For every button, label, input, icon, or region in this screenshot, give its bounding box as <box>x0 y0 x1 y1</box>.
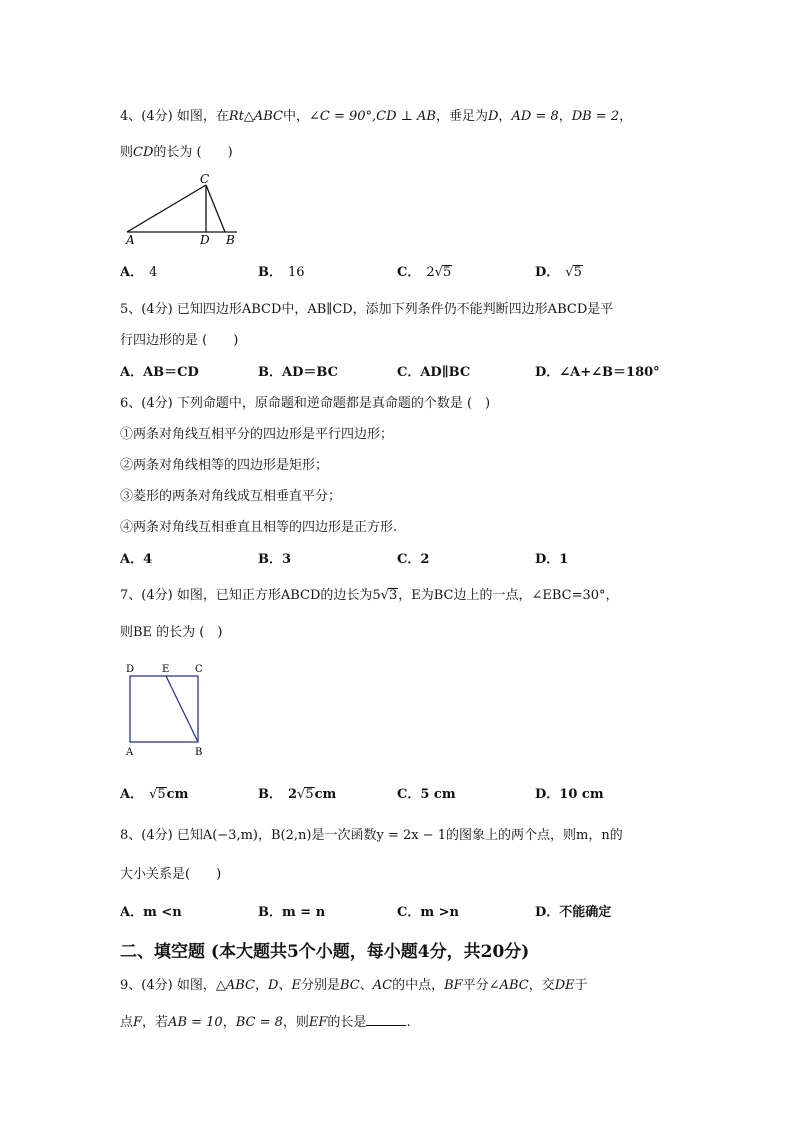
q8-text: 8、(4分) 已知 <box>120 828 203 843</box>
q4-rt: Rt△ABC <box>228 109 283 124</box>
q4-text: 则 <box>120 145 134 160</box>
q6-option-d[interactable]: D．1 <box>535 552 569 567</box>
q9-e: E <box>291 978 301 993</box>
q4-db: DB = 2 <box>571 109 620 124</box>
q9-text: ， <box>254 978 268 993</box>
q8-option-c[interactable]: C．m >n <box>397 905 459 920</box>
q9-answer-blank[interactable] <box>366 1013 406 1026</box>
q5-option-d[interactable]: D．∠A+∠B＝180° <box>535 365 660 380</box>
option-letter: D． <box>535 787 560 802</box>
q5-stem-line1: 5、(4分) 已知四边形ABCD中，AB∥CD，添加下列条件仍不能判断四边形ABCD是平 <box>120 302 614 317</box>
option-coef: 2 <box>288 787 298 802</box>
q4-option-b[interactable] <box>258 264 305 282</box>
q7-square-figure <box>122 660 212 758</box>
q9-text: 的中点， <box>392 978 445 993</box>
q9-text: ，交 <box>528 978 555 993</box>
q4-condition: ∠C = 90°,CD ⊥ AB <box>308 109 436 124</box>
q7-option-d[interactable] <box>535 786 604 804</box>
q4-stem-line2 <box>120 144 233 162</box>
option-letter: A． <box>120 265 144 280</box>
q4-text: 的长为 ( ) <box>153 145 233 160</box>
q7-label-a: A <box>126 747 134 758</box>
q7-label-c: C <box>195 664 203 675</box>
q4-prefix: 4、(4分) 如图，在 <box>120 109 229 124</box>
option-radicand: 5 <box>157 787 166 802</box>
q9-text: 分别是 <box>300 978 340 993</box>
q8-text: ， <box>257 828 271 843</box>
option-radicand: 5 <box>573 265 582 280</box>
q9-bc: BC <box>339 978 360 993</box>
option-letter: C． <box>397 787 421 802</box>
q9-text: ，若 <box>142 1015 169 1030</box>
q9-text: 的长是 <box>327 1015 367 1030</box>
option-value: 4 <box>149 265 158 280</box>
q5-option-b[interactable]: B．AD＝BC <box>258 365 338 380</box>
q9-text: ，则 <box>282 1015 309 1030</box>
option-value: 5 cm <box>420 787 456 802</box>
q4-text: ， <box>498 109 512 124</box>
q9-stem-line2 <box>120 1013 411 1032</box>
q5-option-c[interactable]: C．AD∥BC <box>397 365 471 380</box>
q8-text: 是一次函数 <box>311 828 377 843</box>
q7-option-c[interactable] <box>397 786 456 804</box>
option-radicand: 5 <box>442 265 452 280</box>
q9-bc-value: BC = 8 <box>235 1015 283 1030</box>
q9-text: 平分 <box>462 978 489 993</box>
option-value: 16 <box>288 265 305 280</box>
q6-option-b[interactable]: B．3 <box>258 552 292 567</box>
q4-option-c[interactable]: C． 2√5 <box>397 265 452 280</box>
q4-cd: CD <box>133 145 154 160</box>
q6-item-4: ④两条对角线互相垂直且相等的四边形是正方形. <box>120 520 398 535</box>
q9-text: . <box>406 1015 411 1030</box>
q9-angle: ∠ABC <box>488 978 529 993</box>
q6-option-c[interactable]: C．2 <box>397 552 430 567</box>
q8-option-d[interactable]: D．不能确定 <box>535 905 612 920</box>
q9-bf: BF <box>444 978 463 993</box>
q4-label-a: A <box>126 233 135 247</box>
q7-label-b: B <box>195 747 203 758</box>
q7-stem-line2: 则BE 的长为 ( ) <box>120 625 223 640</box>
q5-stem-line2: 行四边形的是 ( ) <box>120 333 239 348</box>
q9-ab: AB = 10 <box>168 1015 223 1030</box>
q4-label-b: B <box>226 233 235 247</box>
q9-text: ， <box>222 1015 236 1030</box>
q6-item-1: ①两条对角线互相平分的四边形是平行四边形； <box>120 427 394 442</box>
q7-text: ，E为BC边上的一点，∠EBC=30°， <box>398 588 619 603</box>
option-letter: D． <box>535 265 560 280</box>
option-letter: B． <box>258 265 282 280</box>
q9-de: DE <box>554 978 575 993</box>
option-letter: A． <box>120 787 144 802</box>
q4-text: 中， <box>282 109 309 124</box>
option-unit: cm <box>166 787 189 802</box>
q9-d: D <box>267 978 279 993</box>
q7-label-e: E <box>162 664 170 675</box>
q4-text: ，垂足为 <box>435 109 488 124</box>
q8-text: 的图象上的两个点，则m，n的 <box>446 828 623 843</box>
q7-stem-line1: 7、(4分) 如图，已知正方形ABCD的边长为5√3，E为BC边上的一点，∠EBC=30°， <box>120 588 619 603</box>
q8-point-b: B(2,n) <box>271 828 312 843</box>
q8-stem-line1 <box>120 827 623 845</box>
q8-function: y = 2x − 1 <box>376 828 447 843</box>
q5-option-a[interactable]: A．AB＝CD <box>120 365 199 380</box>
q9-ac: AC <box>372 978 393 993</box>
option-coef: 2 <box>426 265 435 280</box>
option-letter: C． <box>397 265 421 280</box>
q6-item-2: ②两条对角线相等的四边形是矩形； <box>120 458 329 473</box>
option-unit: cm <box>314 787 337 802</box>
q4-option-d[interactable]: D． √5 <box>535 265 582 280</box>
q9-text: 、 <box>278 978 292 993</box>
q4-text: ， <box>558 109 572 124</box>
q4-label-c: C <box>200 172 210 186</box>
q4-option-a[interactable] <box>120 264 157 282</box>
q8-point-a: A(−3,m) <box>202 828 258 843</box>
q4-d: D <box>487 109 499 124</box>
q4-ad: AD = 8 <box>511 109 559 124</box>
q4-triangle-figure <box>118 170 248 248</box>
q8-stem-line2: 大小关系是( ) <box>120 867 222 882</box>
q7-radicand: 3 <box>388 588 398 603</box>
q8-option-b[interactable]: B．m = n <box>258 905 326 920</box>
q9-stem-line1 <box>120 977 588 995</box>
q7-option-a[interactable]: A． √5cm <box>120 787 189 802</box>
q8-option-a[interactable]: A．m <n <box>120 905 182 920</box>
q9-triangle: △ABC <box>215 978 255 993</box>
q9-text: 点 <box>120 1015 134 1030</box>
q4-text: ， <box>619 109 633 124</box>
option-radicand: 5 <box>305 787 314 802</box>
section-2-title: 二、填空题 (本大题共5个小题，每小题4分，共20分) <box>120 942 530 962</box>
q6-stem: 6、(4分) 下列命题中，原命题和逆命题都是真命题的个数是 ( ) <box>120 396 491 411</box>
q7-text: 7、(4分) 如图，已知正方形ABCD的边长为5 <box>120 588 381 603</box>
q9-text: 于 <box>574 978 588 993</box>
q4-label-d: D <box>200 233 210 247</box>
q4-stem-line1 <box>120 108 632 126</box>
q6-option-a[interactable]: A．4 <box>120 552 153 567</box>
q9-ef: EF <box>308 1015 328 1030</box>
q9-f: F <box>133 1015 143 1030</box>
q9-text: 、 <box>359 978 373 993</box>
q9-text: 9、(4分) 如图， <box>120 978 216 993</box>
q6-item-3: ③菱形的两条对角线成互相垂直平分； <box>120 489 342 504</box>
q7-option-b[interactable]: B． 2√5cm <box>258 787 337 802</box>
q7-label-d: D <box>126 664 135 675</box>
option-value: 10 cm <box>559 787 604 802</box>
option-letter: B． <box>258 787 282 802</box>
